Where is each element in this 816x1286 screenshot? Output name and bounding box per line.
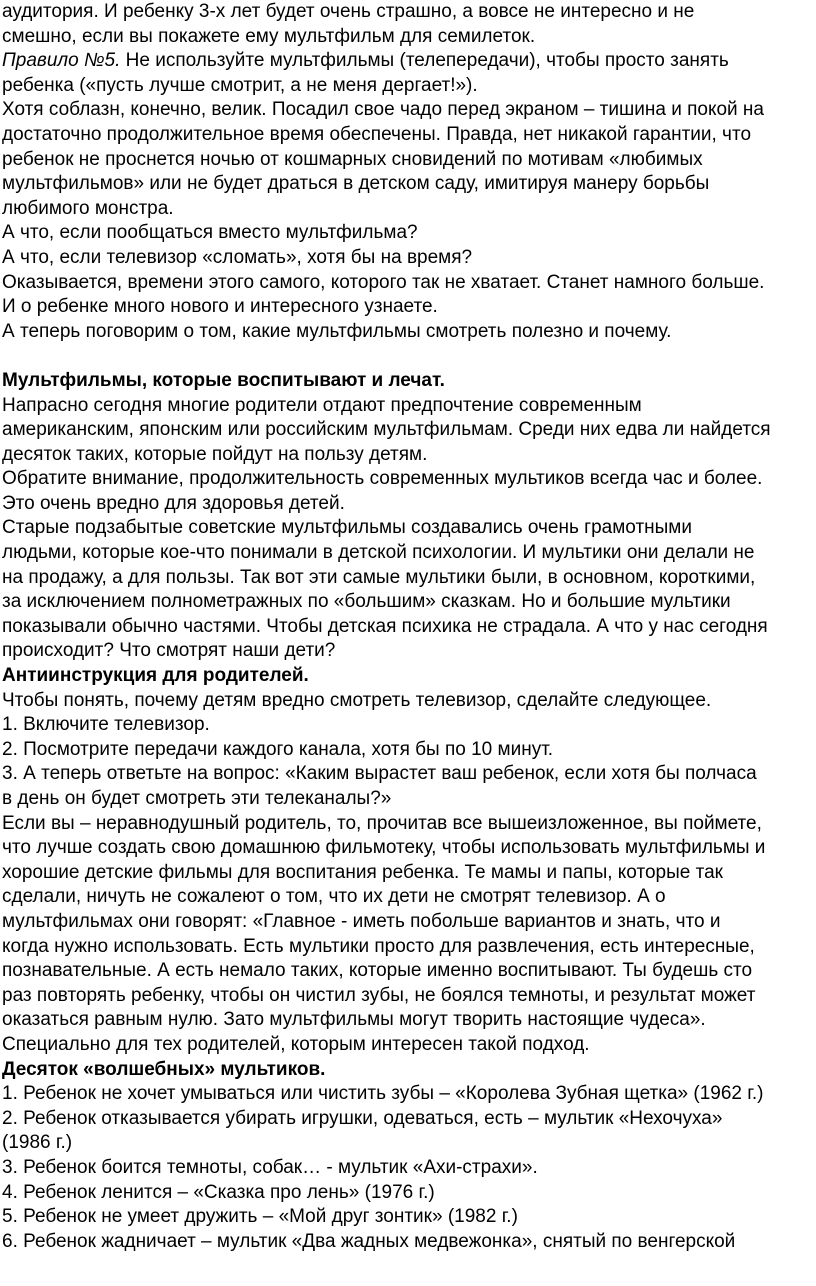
paragraph-rule-5 — [2, 49, 816, 98]
paragraph-duration: Обратите внимание, продолжительность современных мультиков всегда час и более. Это очень вредно для здоровья детей. — [2, 468, 763, 514]
heading-anti-instruction: Антиинструкция для родителей. — [2, 665, 309, 687]
list-item: 1. Ребенок не хочет умываться или чистить зубы – «Королева Зубная щетка» (1962 г.) — [2, 1083, 764, 1105]
paragraph-for-parents: Специально для тех родителей, которым интересен такой подход. — [2, 1033, 590, 1055]
list-item: 6. Ребенок жадничает – мультик «Два жадных медвежонка», снятый по венгерской — [2, 1230, 736, 1252]
paragraph-soviet-cartoons: Старые подзабытые советские мультфильмы создавались очень грамотными людьми, которые кое-что понимали в детской психологии. И мультики они делали не на продажу, а для пользы. Так вот эти самые мультики были, в основном, короткими, за исключением полнометражных по «большим» сказкам. Но и большие мультики показывали обычно частями. Чтобы детская психика не страдала. А что у нас сегодня происходит? Что смотрят наши дети? — [2, 517, 768, 662]
heading-magic-cartoons: Десяток «волшебных» мультиков. — [2, 1058, 326, 1080]
paragraph-anti-intro: Чтобы понять, почему детям вредно смотреть телевизор, сделайте следующее. — [2, 689, 712, 711]
list-item: 2. Посмотрите передачи каждого канала, хотя бы по 10 минут. — [2, 738, 554, 760]
paragraph-modern-cartoons: Напрасно сегодня многие родители отдают предпочтение современным американским, японским или российским мультфильмам. Среди них едва ли найдется десяток таких, которые пойдут на пользу детям. — [2, 394, 771, 465]
list-item: 4. Ребенок ленится – «Сказка про лень» (1976 г.) — [2, 1181, 435, 1203]
list-item: 3. А теперь ответьте на вопрос: «Каким вырастет ваш ребенок, если хотя бы полчаса в день он будет смотреть эти телеканалы?» — [2, 763, 757, 809]
paragraph-time-found: Оказывается, времени этого самого, которого так не хватает. Станет намного больше. И о ребенке много нового и интересного узнаете. — [2, 271, 765, 318]
paragraph-home-library: Если вы – неравнодушный родитель, то, прочитав все вышеизложенное, вы поймете, что лучше создать свою домашнюю фильмотеку, чтобы использовать мультфильмы и хорошие детские фильмы для воспитания ребенка. Те мамы и папы, которые так сделали, ничуть не сожалеют о том, что их дети не смотрят телевизор. А о мультфильмах они говорят: «Главное - иметь побольше вариантов и знать, что и когда нужно использовать. Есть мультики просто для развлечения, есть интересные, познавательные. А есть немало таких, которые именно воспитывают. Ты будешь сто раз повторять ребенку, чтобы он чистил зубы, не боялся темноты, и результат может оказаться равным нулю. Зато мультфильмы могут творить настоящие чудеса». — [2, 812, 766, 1031]
paragraph-transition: А теперь поговорим о том, какие мультфильмы смотреть полезно и почему. — [2, 320, 672, 342]
blank-line — [2, 344, 816, 369]
list-item: 3. Ребенок боится темноты, собак… - мультик «Ахи-страхи». — [2, 1156, 538, 1178]
list-item: 2. Ребенок отказывается убирать игрушки, одеваться, есть – мультик «Нехочуха» (1986 г.) — [2, 1107, 723, 1154]
paragraph-intro-continued: аудитория. И ребенку 3-х лет будет очень страшно, а вовсе не интересно и не смешно, если вы покажете ему мультфильм для семилеток. — [2, 1, 695, 47]
paragraph-question-talk: А что, если пообщаться вместо мультфильма? — [2, 222, 418, 244]
rule-5-label: Правило №5. — [2, 50, 121, 72]
list-item: 1. Включите телевизор. — [2, 714, 210, 736]
list-item: 5. Ребенок не умеет дружить – «Мой друг зонтик» (1982 г.) — [2, 1206, 518, 1228]
paragraph-temptation: Хотя соблазн, конечно, велик. Посадил свое чадо перед экраном – тишина и покой на достаточно продолжительное время обеспечены. Правда, нет никакой гарантии, что ребенок не проснется ночью от кошмарных сновидений по мотивам «любимых мультфильмов» или не будет драться в детском саду, имитируя манеру борьбы любимого монстра. — [2, 99, 764, 219]
paragraph-question-tv: А что, если телевизор «сломать», хотя бы на время? — [2, 246, 473, 268]
anti-instruction-list — [2, 713, 816, 811]
heading-cartoons-that-heal: Мультфильмы, которые воспитывают и лечат. — [2, 369, 445, 391]
rule-5-text: Не используйте мультфильмы (телепередачи), чтобы просто занять ребенка («пусть лучше смотрит, а не меня дергает!»). — [2, 50, 729, 96]
magic-cartoons-list — [2, 1082, 816, 1254]
